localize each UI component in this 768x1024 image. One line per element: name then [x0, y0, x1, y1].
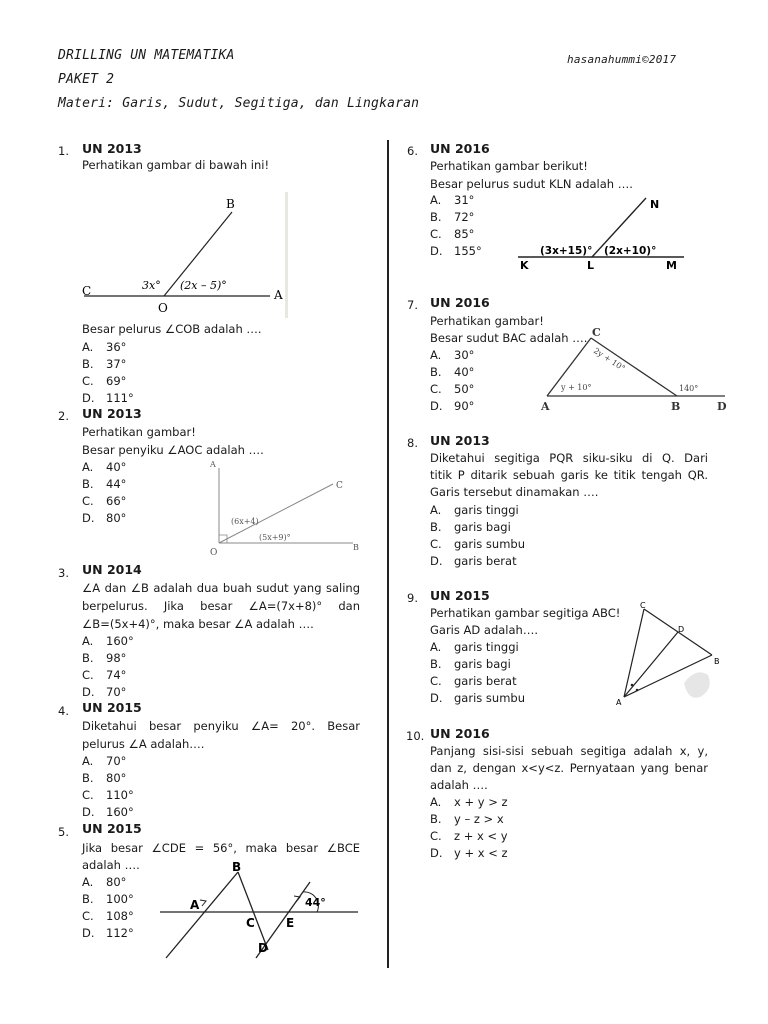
angle-label-3x: 3x° — [142, 279, 161, 292]
question-text-line: Diketahui segitiga PQR siku-siku di Q. Dari — [430, 451, 708, 465]
label-o: O — [158, 301, 168, 315]
question-text-line: adalah …. — [430, 778, 488, 792]
label-e: E — [286, 916, 295, 930]
question-text-line: Panjang sisi-sisi sebuah segitiga adalah x, y, — [430, 744, 708, 758]
option-a[interactable]: A. 40° — [82, 460, 127, 474]
question-number: 2. — [58, 409, 69, 423]
option-d[interactable]: D. 70° — [82, 685, 127, 699]
option-d[interactable]: D. 90° — [430, 399, 475, 413]
option-a[interactable]: A. 160° — [82, 634, 134, 648]
question-source: UN 2016 — [430, 295, 490, 310]
option-b[interactable]: B. 44° — [82, 477, 127, 491]
label-a: A — [616, 698, 622, 707]
question-source: UN 2015 — [430, 588, 490, 603]
label-b: B — [714, 657, 720, 666]
angle-label-2x: (2x+10)° — [604, 245, 657, 257]
option-c[interactable]: C. 66° — [82, 494, 127, 508]
question-text-line: Diketahui besar penyiku ∠A= 20°. Besar — [82, 719, 360, 733]
question-text-line: ∠B=(5x+4)°, maka besar ∠A adalah …. — [82, 617, 314, 631]
question-number: 3. — [58, 566, 69, 580]
question-text: Besar penyiku ∠AOC adalah …. — [82, 443, 264, 457]
line-ab — [166, 872, 238, 958]
option-c[interactable]: C. 69° — [82, 374, 127, 388]
side-cb — [591, 338, 677, 396]
option-d[interactable]: D. garis sumbu — [430, 691, 525, 705]
option-d[interactable]: D. 160° — [82, 805, 134, 819]
option-c[interactable]: C. 108° — [82, 909, 134, 923]
question-number: 8. — [407, 436, 418, 450]
angle-label-3x: (3x+15)° — [540, 245, 593, 257]
option-b[interactable]: B. 100° — [82, 892, 134, 906]
question-source: UN 2016 — [430, 726, 490, 741]
question-text: Garis AD adalah…. — [430, 623, 538, 637]
angle-label-6x: (6x+4) — [231, 517, 259, 526]
question-text-line: Jika besar ∠CDE = 56°, maka besar ∠BCE — [82, 841, 360, 855]
angle-label-2y: 2y + 10° — [591, 346, 627, 374]
question-text: Besar pelurus ∠COB adalah …. — [82, 322, 262, 336]
angle-label-y: y + 10° — [561, 383, 592, 392]
label-a: A — [541, 400, 550, 413]
label-k: K — [520, 259, 529, 272]
question-source: UN 2015 — [82, 821, 142, 836]
label-m: M — [666, 259, 677, 272]
option-a[interactable]: A. garis tinggi — [430, 640, 519, 654]
question-number: 7. — [407, 298, 418, 312]
label-b: B — [353, 543, 359, 552]
question-number: 9. — [407, 591, 418, 605]
option-b[interactable]: B. 37° — [82, 357, 127, 371]
question-intro: Perhatikan gambar di bawah ini! — [82, 158, 270, 172]
option-c[interactable]: C. 50° — [430, 382, 475, 396]
header-package: PAKET 2 — [58, 72, 115, 87]
question-source: UN 2014 — [82, 562, 142, 577]
angle-label-5x: (5x+9)° — [259, 533, 291, 542]
question-text: Besar pelurus sudut KLN adalah …. — [430, 177, 633, 191]
label-o: O — [210, 548, 218, 558]
label-c: C — [640, 601, 646, 610]
option-b[interactable]: B. garis bagi — [430, 657, 511, 671]
label-a: A — [210, 460, 216, 469]
question-source: UN 2013 — [430, 433, 490, 448]
option-c[interactable]: C. 74° — [82, 668, 127, 682]
question-text-line: ∠A dan ∠B adalah dua buah sudut yang saling — [82, 581, 360, 595]
option-b[interactable]: B. 72° — [430, 210, 475, 224]
label-b: B — [671, 400, 681, 413]
question-source: UN 2016 — [430, 141, 490, 156]
header-topic: Materi: Garis, Sudut, Segitiga, dan Lingkaran — [58, 96, 420, 111]
scan-edge — [285, 192, 288, 318]
option-a[interactable]: A. 36° — [82, 340, 127, 354]
option-c[interactable]: C. 85° — [430, 227, 475, 241]
option-b[interactable]: B. 98° — [82, 651, 127, 665]
option-d[interactable]: D. 80° — [82, 511, 127, 525]
line-ad — [624, 632, 678, 697]
question-source: UN 2013 — [82, 141, 142, 156]
figure-q2 — [205, 456, 365, 560]
line-bd — [238, 872, 268, 950]
label-d: D — [678, 625, 685, 634]
question-text-line: titik P ditarik sebuah garis ke titik tengah QR. — [430, 468, 708, 482]
label-d: D — [258, 941, 268, 955]
question-text: Besar sudut BAC adalah …. — [430, 331, 588, 345]
option-b[interactable]: B. 80° — [82, 771, 127, 785]
option-c[interactable]: C. 110° — [82, 788, 134, 802]
column-divider — [387, 140, 389, 968]
question-text-line: adalah …. — [82, 858, 140, 872]
figure-q9 — [612, 597, 732, 709]
angle-label-44: 44° — [305, 896, 326, 909]
side-ac — [624, 609, 644, 697]
label-l: L — [587, 259, 595, 272]
figure-q5 — [160, 860, 365, 960]
question-intro: Perhatikan gambar! — [82, 425, 196, 439]
label-n: N — [650, 198, 660, 211]
question-text-line: pelurus ∠A adalah…. — [82, 737, 205, 751]
label-b: B — [226, 197, 235, 211]
question-number: 6. — [407, 144, 418, 158]
option-a[interactable]: A. x + y > z — [430, 795, 508, 809]
question-number: 4. — [58, 704, 69, 718]
figure-q6 — [512, 192, 692, 274]
option-d[interactable]: D. 112° — [82, 926, 134, 940]
option-a[interactable]: A. 31° — [430, 193, 475, 207]
question-number: 10. — [406, 729, 425, 743]
option-d[interactable]: D. 155° — [430, 244, 482, 258]
label-c: C — [82, 284, 92, 298]
parallel-arrow-icon — [294, 896, 300, 902]
question-text-line: dan z, dengan x<y<z. Pernyataan yang benar — [430, 761, 708, 775]
question-text-line: berpelurus. Jika besar ∠A=(7x+8)° dan — [82, 599, 360, 613]
question-text-line: Garis tersebut dinamakan …. — [430, 485, 599, 499]
angle-label-140: 140° — [679, 384, 699, 393]
parallel-arrow-icon — [200, 900, 206, 906]
option-d[interactable]: D. 111° — [82, 391, 134, 405]
option-b[interactable]: B. garis bagi — [430, 520, 511, 534]
option-c[interactable]: C. z + x < y — [430, 829, 508, 843]
question-source: UN 2015 — [82, 700, 142, 715]
label-a: A — [274, 288, 283, 302]
option-d[interactable]: D. y + x < z — [430, 846, 508, 860]
option-a[interactable]: A. 70° — [82, 754, 127, 768]
question-number: 5. — [58, 825, 69, 839]
question-intro: Perhatikan gambar berikut! — [430, 159, 588, 173]
question-source: UN 2013 — [82, 406, 142, 421]
figure-q1 — [80, 188, 295, 323]
angle-label-2x: (2x – 5)° — [180, 279, 227, 292]
option-b[interactable]: B. y – z > x — [430, 812, 504, 826]
option-a[interactable]: A. 80° — [82, 875, 127, 889]
header-author: hasanahummi©2017 — [567, 53, 677, 66]
label-a: A — [190, 898, 200, 912]
option-c[interactable]: C. garis berat — [430, 674, 517, 688]
label-c: C — [336, 481, 343, 491]
option-a[interactable]: A. 30° — [430, 348, 475, 362]
angle-mark — [636, 689, 639, 692]
question-intro: Perhatikan gambar! — [430, 314, 544, 328]
label-d: D — [717, 400, 727, 413]
option-c[interactable]: C. garis sumbu — [430, 537, 525, 551]
header-title: DRILLING UN MATEMATIKA — [58, 48, 235, 63]
option-d[interactable]: D. garis berat — [430, 554, 517, 568]
scan-smudge — [684, 672, 710, 697]
label-c: C — [246, 916, 255, 930]
figure-q7 — [535, 322, 735, 414]
question-number: 1. — [58, 144, 69, 158]
angle-mark — [631, 684, 634, 687]
question-intro: Perhatikan gambar segitiga ABC! — [430, 606, 621, 620]
option-a[interactable]: A. garis tinggi — [430, 503, 519, 517]
option-b[interactable]: B. 40° — [430, 365, 475, 379]
label-c: C — [592, 326, 601, 339]
label-b: B — [232, 860, 242, 874]
